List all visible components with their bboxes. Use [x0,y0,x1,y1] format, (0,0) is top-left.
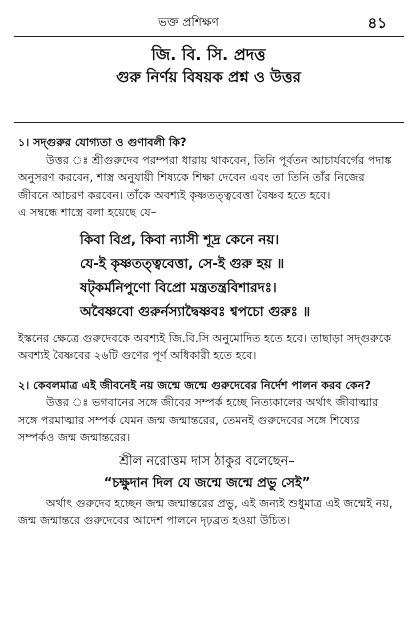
verse-line: ষট্কর্মনিপুণো বিপ্রো মন্ত্রতন্ত্রবিশারদঃ। [80,279,277,296]
title-line-2: গুরু নির্ণয় বিষয়ক প্রশ্ন ও উত্তর [116,68,301,86]
conclusion: অর্থাৎ গুরুদেব হচ্ছেন জন্ম জন্মান্তরের প্রভু, এই জন্যই শুধুমাত্র এই জন্মেই নয়, জন্ম জন্মান্তরে গুরুদেবের আদেশ পালনে দৃঢ়ব্রত হওয়া উচিত। [18,496,393,527]
title-rule [14,122,404,123]
answer-2: উত্তর ঃ ভগবানের সঙ্গে জীবের সম্পর্ক হচ্ছে নিত্যকালের অর্থাৎ জীবাত্মার সঙ্গে পরমাত্মার সম্পর্ক যেমন জন্ম জন্মান্তরের, তেমনই গুরুদেবের সঙ্গে শিষ্যের সম্পর্কও জন্ম জন্মান্তরের। [18,396,379,444]
verse-line: অবৈষ্ণবো গুরুর্নস্যাদ্বৈষ্ণবঃ শ্বপচো গুরুঃ ॥ [80,303,311,320]
verse-line: কিবা বিপ্র, কিবা ন্যাসী শূদ্র কেনে নয়। [80,231,280,248]
page-body [18,134,396,530]
running-title: ভক্ত প্রশিক্ষণ [158,15,219,29]
title-line-1: জি. বি. সি. প্রদত্ত [151,45,266,64]
question-2: ২। কেবলমাত্র এই জীবনেই নয় জন্মে জন্মে গুরুদেবের নির্দেশ পালন করব কেন? [18,378,371,392]
section-gap [18,365,396,377]
guru-requirement: ইস্কনের ক্ষেত্রে গুরুদেবকে অবশ্যই জি.বি.সি অনুমোদিত হতে হবে। তাছাড়া সদ্গুরুকে অবশ্যই বৈষ্ণবের ২৬টি গুণের পূর্ণ অধিকারী হতে হবে। [18,331,392,362]
quote: “চক্ষুদান দিল যে জন্মে জন্মে প্রভু সেই” [103,475,311,491]
quote-intro: শ্রীল নরোত্তম দাস ঠাকুর বলেছেন– [119,453,295,469]
question-1: ১। সদ্গুরুর যোগ্যতা ও গুণাবলী কি? [18,136,187,149]
page-number: ৪১ [367,14,387,32]
answer-1: উত্তর ঃ শ্রীগুরুদেব পরম্পরা ধারায় থাকবেন, তিনি পূর্বতন আচার্যবর্গের পদাঙ্ক অনুসরণ করবেন, শাস্ত্র অনুযায়ী শিষ্যকে শিক্ষা দেবেন এবং তা তিনি তাঁর নিজের জীবনে আচরণ করবেন। তাঁকে অবশ্যই কৃষ্ণতত্ত্ববেত্তা বৈষ্ণব হতে হবে। [18,153,392,202]
running-header [0,14,417,32]
scripture-lead-in: এ সম্বন্ধে শাস্ত্রে বলা হয়েছে যে– [18,206,157,219]
header-rule [14,36,404,37]
verse-line: যে-ই কৃষ্ণতত্ত্ববেত্তা, সে-ই গুরু হয় ॥ [80,255,285,272]
verse-block [80,228,396,324]
chapter-title [0,44,417,88]
